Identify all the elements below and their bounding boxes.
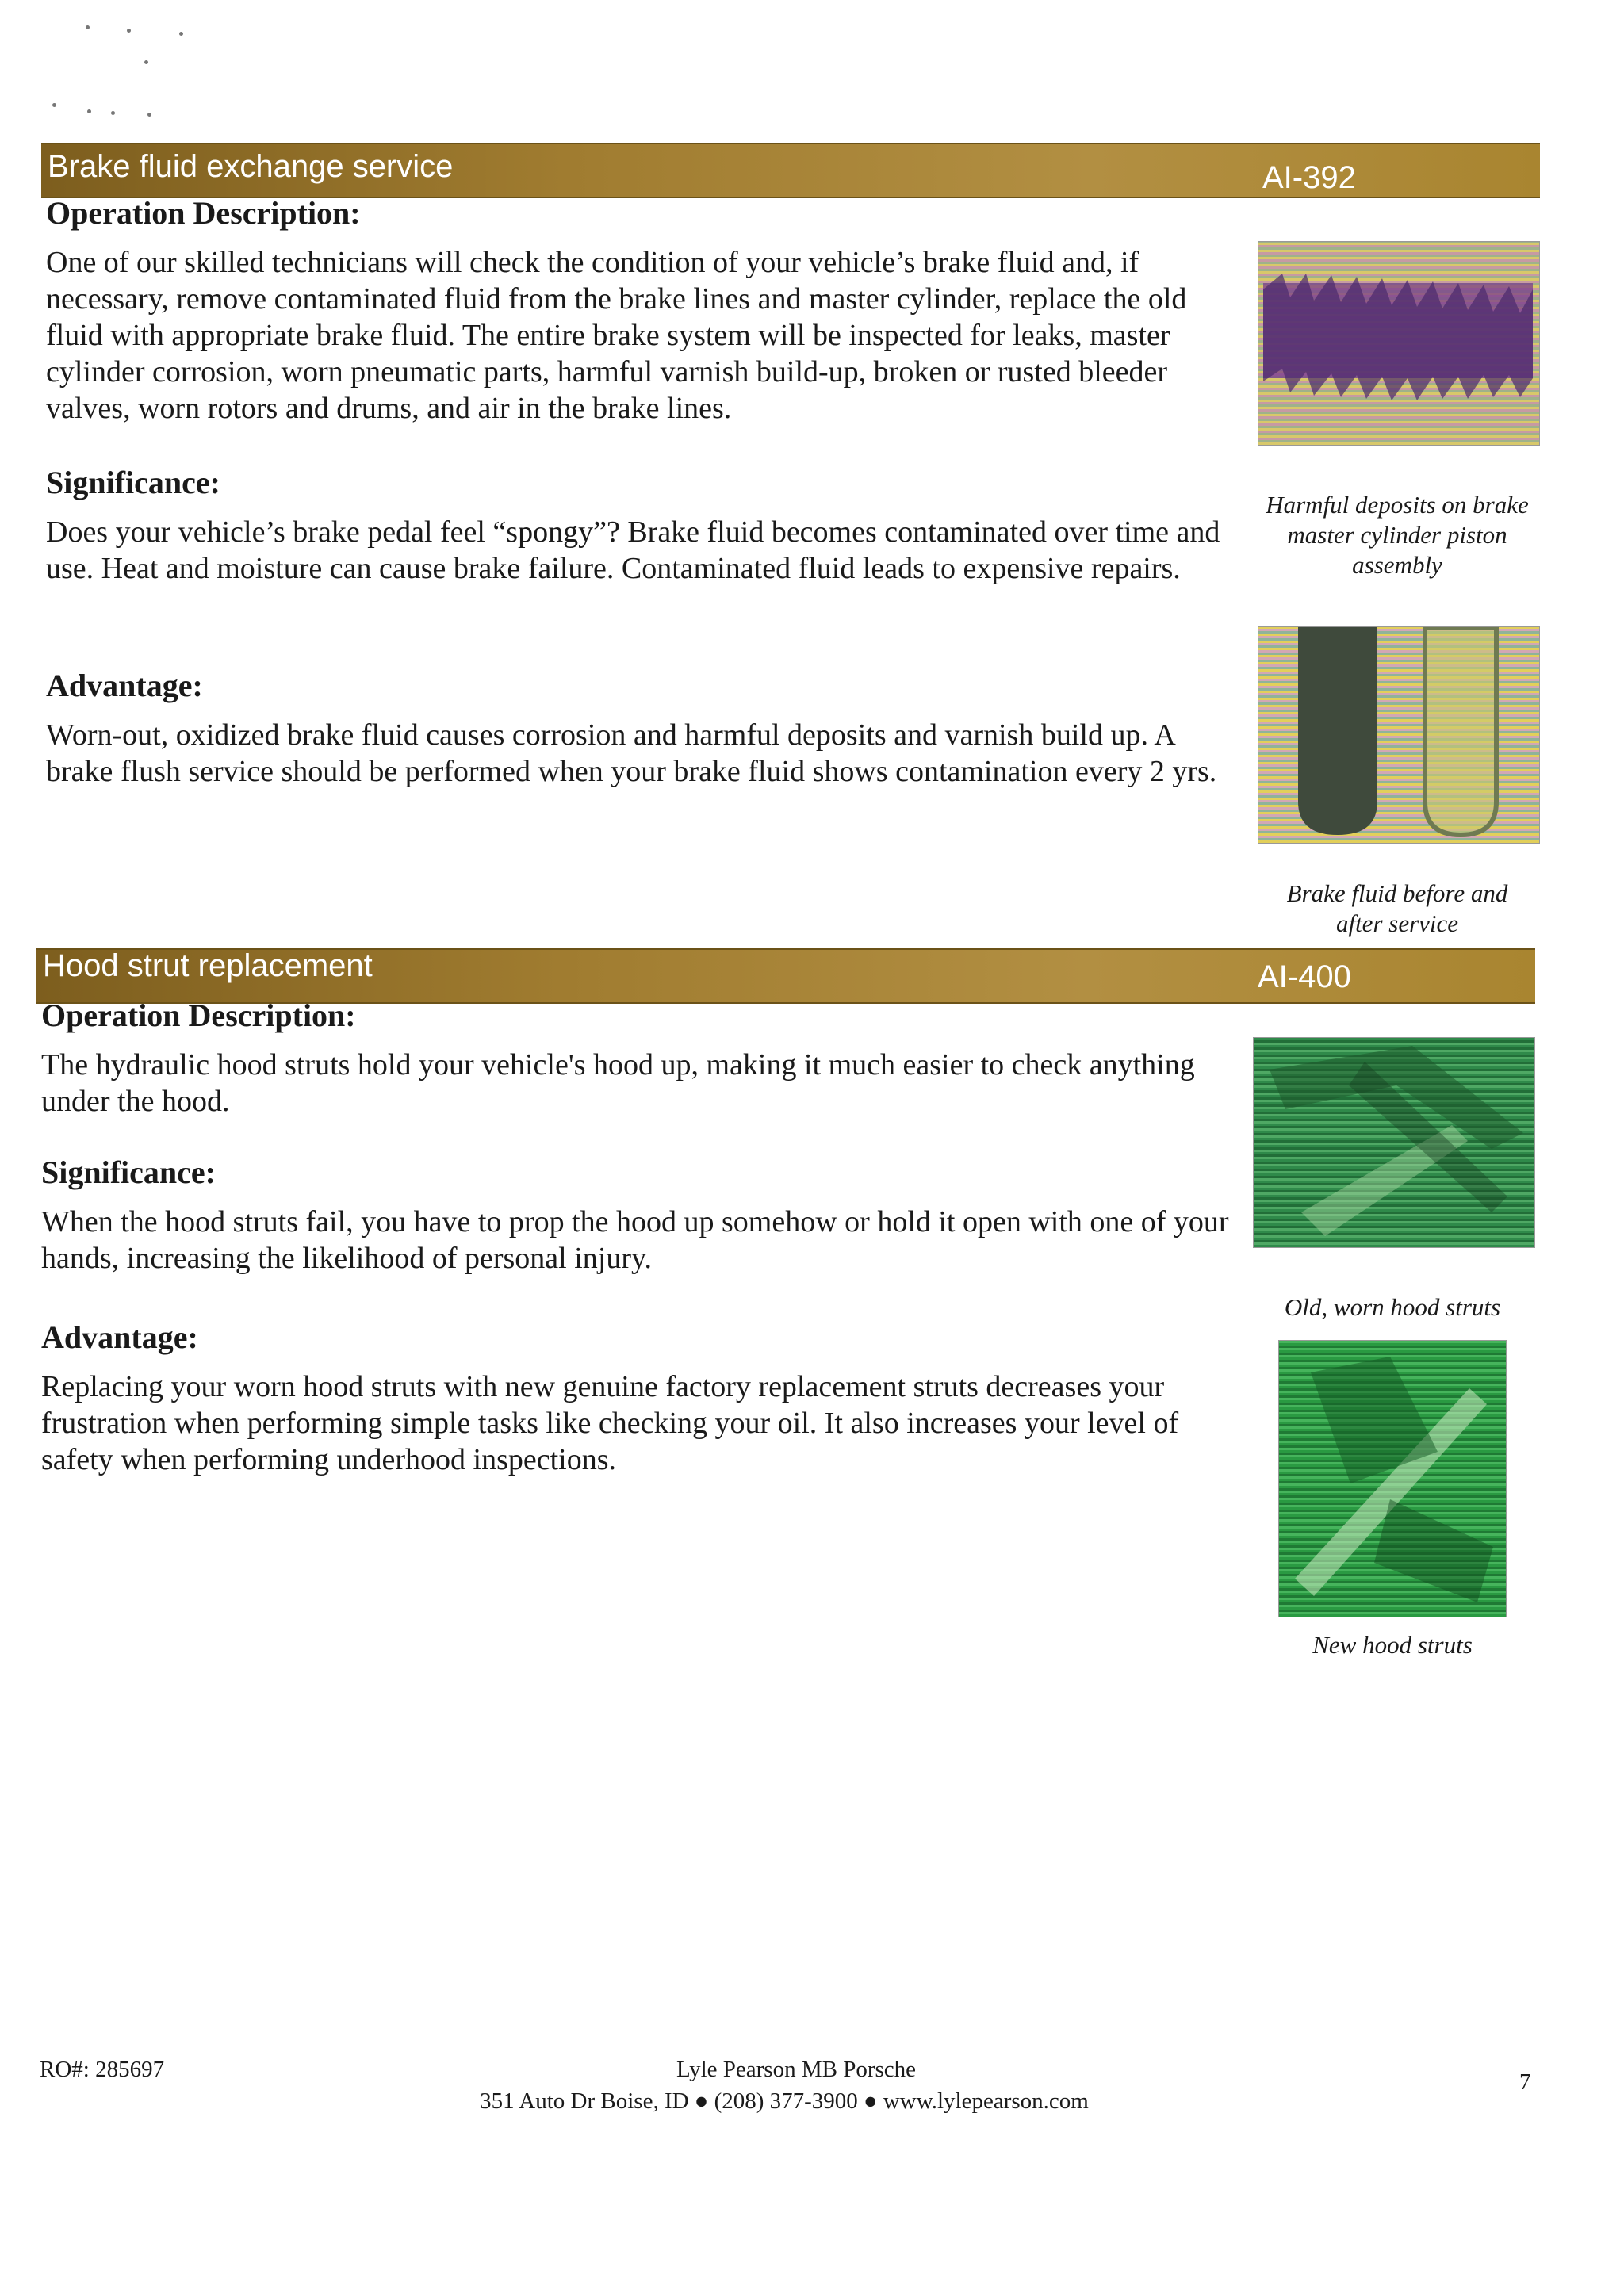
section-title: Hood strut replacement [43,948,373,983]
operation-text: The hydraulic hood struts hold your vehicle's hood up, making it much easier to check anything under the hood. [41,1048,1195,1118]
page-number: 7 [1519,2069,1531,2095]
section-title: Brake fluid exchange service [48,149,454,184]
section-code: AI-400 [1258,959,1351,994]
significance-text: When the hood struts fail, you have to prop the hood up somehow or hold it open with one of your hands, increasing the likelihood of personal injury. [41,1205,1229,1275]
new-hood-struts-photo [1278,1340,1507,1617]
ro-number: RO#: 285697 [40,2057,165,2082]
photo-caption: Brake fluid before and after service [1286,879,1508,937]
scan-speck [144,60,148,64]
advantage-heading: Advantage: [41,1319,198,1355]
photo-caption: New hood struts [1312,1631,1473,1659]
scan-speck [111,111,115,115]
new-struts-illustration [1279,1341,1506,1617]
scan-speck [127,29,131,33]
operation-text: One of our skilled technicians will check the condition of your vehicle’s brake fluid and, if necessary, remove contaminated fluid from the brake lines and master cylinder, replace the old fluid with appropriate brake fluid. The entire brake system will be inspected for leaks, master cylinder corrosion, worn pneumatic parts, harmful varnish build-up, broken or rusted bleeder valves, worn rotors and drums, and air in the brake lines. [46,246,1187,425]
dealer-address: 351 Auto Dr Boise, ID ● (208) 377-3900 ● www.lylepearson.com [480,2088,1089,2114]
operation-heading: Operation Description: [41,997,356,1033]
brake-fluid-photo [1258,626,1540,844]
significance-heading: Significance: [46,465,220,500]
photo-caption: Old, worn hood struts [1284,1293,1501,1321]
advantage-heading: Advantage: [46,668,203,703]
old-hood-struts-photo [1253,1037,1535,1248]
significance-text: Does your vehicle’s brake pedal feel “spongy”? Brake fluid becomes contaminated over time and use. Heat and moisture can cause brake failure. Contaminated fluid leads to expensive repairs. [46,515,1220,585]
scan-speck [147,113,151,117]
brake-cylinder-photo [1258,241,1540,446]
significance-heading: Significance: [41,1154,216,1190]
scan-speck [52,103,56,107]
scan-speck [179,32,183,36]
scan-speck [86,25,90,29]
advantage-text: Worn-out, oxidized brake fluid causes corrosion and harmful deposits and varnish build up. A brake flush service should be performed when your brake fluid shows contamination every 2 yrs. [46,718,1217,788]
photo-caption: Harmful deposits on brake master cylinder piston assembly [1266,491,1529,579]
scan-speck [87,109,91,113]
section-code: AI-392 [1262,160,1356,195]
operation-heading: Operation Description: [46,195,361,231]
advantage-text: Replacing your worn hood struts with new genuine factory replacement struts decreases your frustration when performing simple tasks like checking your oil. It also increases your level of safety when performing underhood inspections. [41,1370,1179,1476]
old-struts-illustration [1254,1038,1534,1247]
brake-piston-illustration [1258,242,1539,445]
dealer-name: Lyle Pearson MB Porsche [676,2057,917,2082]
fluid-tubes-illustration [1258,627,1539,843]
